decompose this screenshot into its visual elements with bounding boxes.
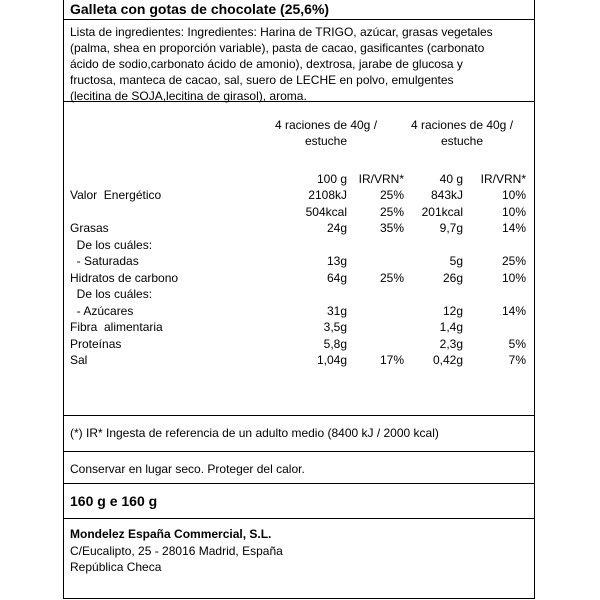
value-per-100g: 504kcal <box>305 205 347 219</box>
address-line: República Checa <box>70 560 162 574</box>
divider-table <box>63 415 535 416</box>
value-per-40g: 201kcal <box>421 205 463 219</box>
col-header-100g: 100 g <box>316 172 347 186</box>
value-per-40g: 0,42g <box>432 353 463 367</box>
divider-storage <box>63 483 535 484</box>
ir-per-40g: 7% <box>508 353 526 367</box>
col-header-ir-40g: IR/VRN* <box>480 172 526 186</box>
value-per-100g: 64g <box>326 271 347 285</box>
ingredients-line: ácido de sodio,carbonato ácido de amonio), dextrosa, jarabe de glucosa y <box>70 57 463 71</box>
storage-instructions: Conservar en lugar seco. Proteger del calor. <box>70 462 305 476</box>
ir-per-40g: 10% <box>501 188 526 202</box>
row-label: - Azúcares <box>70 304 134 318</box>
row-label: Sal <box>70 353 88 367</box>
group-header-100g: 4 raciones de 40g / estuche <box>274 118 378 148</box>
value-per-100g: 2108kJ <box>308 188 347 202</box>
divider-weight <box>63 518 535 519</box>
row-label: De los cuáles: <box>70 238 153 252</box>
value-per-40g: 12g <box>442 304 463 318</box>
ingredients-line: (lecitina de SOJA,lecitina de girasol), aroma. <box>70 89 307 103</box>
ir-per-40g: 25% <box>501 254 526 268</box>
ir-per-100g: 17% <box>379 353 404 367</box>
ingredients-list <box>70 24 493 104</box>
product-title: Galleta con gotas de chocolate (25,6%) <box>70 1 330 17</box>
net-weight: 160 g e 160 g <box>70 493 158 509</box>
ir-per-100g: 25% <box>379 188 404 202</box>
ingredients-line: fructosa, manteca de cacao, sal, suero de LECHE en polvo, emulgentes <box>70 73 454 87</box>
ir-per-40g: 10% <box>501 205 526 219</box>
ir-per-40g: 14% <box>501 221 526 235</box>
divider-title <box>63 19 535 20</box>
row-label: Grasas <box>70 221 109 235</box>
value-per-100g: 13g <box>326 254 347 268</box>
ir-per-40g: 5% <box>508 337 526 351</box>
value-per-100g: 3,5g <box>323 320 347 334</box>
value-per-100g: 1,04g <box>316 353 347 367</box>
ir-per-100g: 35% <box>379 221 404 235</box>
ir-per-40g: 10% <box>501 271 526 285</box>
value-per-100g: 5,8g <box>323 337 347 351</box>
row-label: - Saturadas <box>70 254 139 268</box>
value-per-40g: 9,7g <box>439 221 463 235</box>
row-label: De los cuáles: <box>70 287 153 301</box>
row-label: Fibra alimentaria <box>70 320 163 334</box>
ir-per-40g: 14% <box>501 304 526 318</box>
group-header-40g: 4 raciones de 40g / estuche <box>410 118 514 148</box>
col-header-40g: 40 g <box>439 172 463 186</box>
value-per-40g: 26g <box>442 271 463 285</box>
footnote: (*) IR* Ingesta de referencia de un adulto medio (8400 kJ / 2000 kcal) <box>70 426 439 440</box>
row-label: Hidratos de carbono <box>70 271 179 285</box>
ir-per-100g: 25% <box>379 205 404 219</box>
divider-footnote <box>63 451 535 452</box>
value-per-40g: 5g <box>449 254 463 268</box>
ingredients-line: (palma, shea en proporción variable), pasta de cacao, gasificantes (carbonato <box>70 41 485 55</box>
address-line: C/Eucalipto, 25 - 28016 Madrid, España <box>70 544 283 558</box>
value-per-100g: 24g <box>326 221 347 235</box>
col-header-ir-100g: IR/VRN* <box>358 172 404 186</box>
value-per-40g: 2,3g <box>439 337 463 351</box>
row-label: Proteínas <box>70 337 122 351</box>
row-label: Valor Energético <box>70 188 162 202</box>
value-per-40g: 843kJ <box>430 188 463 202</box>
company-name: Mondelez España Commercial, S.L. <box>70 527 272 541</box>
value-per-100g: 31g <box>326 304 347 318</box>
ir-per-100g: 25% <box>379 271 404 285</box>
value-per-40g: 1,4g <box>439 320 463 334</box>
ingredients-line: Lista de ingredientes: Ingredientes: Harina de TRIGO, azúcar, grasas vegetales <box>70 25 493 39</box>
